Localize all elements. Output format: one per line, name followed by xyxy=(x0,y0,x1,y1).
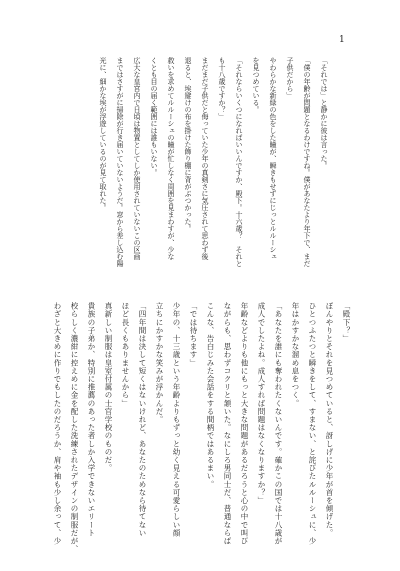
text-line: こんな、告白じみた会話をする間柄ではあるまい。 xyxy=(206,302,215,489)
text-line: 「それでは」と静かに彼は言った。 xyxy=(320,57,328,169)
text-line: ぼんやりとそれを見つめていると、訝しげに少年が首を傾げた。 xyxy=(325,302,334,537)
text-line: 貴族の子弟か、特別に推薦のあった者しか入学できないエリート xyxy=(87,302,96,537)
text-line: 「それならいくつになればいいんですか、殿下。十六歳？ それと xyxy=(235,57,243,267)
text-line: 年齢などよりも他にもっと大きな問題があるだろうと心の中で叫び xyxy=(240,302,249,545)
text-line: ほど長くもありませんから」 xyxy=(121,302,130,408)
text-line: 校らしく濃紺に控えめに金を配した洗練されたデザインの制服だが、 xyxy=(70,302,79,554)
text-line: 少年の、十三歳という年齢よりもずっと幼く見える可愛らしい顔 xyxy=(172,302,181,537)
text-line: ひとつふたつと瞬きをして、すまない、と詫びたルルーシュに、少 xyxy=(308,302,317,545)
text-line: 立ちにかすかな笑みが浮かんだ。 xyxy=(155,302,164,424)
text-line: 退ると、埃避けの布を掛けた飾り棚に背がぶつかった。 xyxy=(184,57,192,232)
text-line: 「殿下？」 xyxy=(342,302,351,343)
text-line: ながらも、思わずコクリと頷いた。なにしろ男同士だ、普通ならば xyxy=(223,302,232,545)
text-line: 「あなたを誰にも奪われたくないんです。確かこの国では十八歳が xyxy=(274,302,283,545)
text-line: くとも目の届く範囲には誰もいない。 xyxy=(150,57,158,176)
text-line: 真新しい制服は皇室付属の士官学校のものだ。 xyxy=(104,302,113,473)
text-line: わざと大きめに作りでもしたのだろうか、肩や袖も少し余って、少 xyxy=(53,302,62,545)
text-line: 「では待ちます」 xyxy=(189,302,198,367)
text-line: やわらかな新緑の色をした瞳が、瞬きもせずにじっとルルーシュ xyxy=(269,57,277,260)
text-line: も十八歳ですか？」 xyxy=(218,57,226,120)
upper-text-block xyxy=(94,57,332,267)
text-line: 成人でしたよね。成人すれば問題はなくなりますか？」 xyxy=(257,302,266,505)
text-line: まではさすがに掃除が行き届いていないようだ。窓から差し込む陽 xyxy=(116,57,124,267)
text-line: 「僕の年齢が問題となるわけですね。僕があなたより年下で、まだ xyxy=(303,57,311,267)
text-line: 広大な皇宮内で日頃は物置としてしか使用されていないこの区画 xyxy=(133,57,141,260)
text-line: を見つめている。 xyxy=(252,57,260,113)
text-line: 救いを求めてルルーシュの瞳が忙しなく周囲を見まわすが、少な xyxy=(167,57,175,260)
text-line: 光に、細かな埃が浮遊しているのが見て取れた。 xyxy=(99,57,107,211)
page-number: 1 xyxy=(339,35,345,45)
lower-text-block xyxy=(49,302,355,553)
text-line: 「四年間は決して短くはないけれど、あなたのためなら待てない xyxy=(138,302,147,537)
text-line: 年はかすかな溜め息をつく。 xyxy=(291,302,300,408)
text-line: まだまだ子供だと侮っていた少年の真剣さに気圧されて思わず後 xyxy=(201,57,209,260)
text-line: 子供だから」 xyxy=(286,57,294,99)
